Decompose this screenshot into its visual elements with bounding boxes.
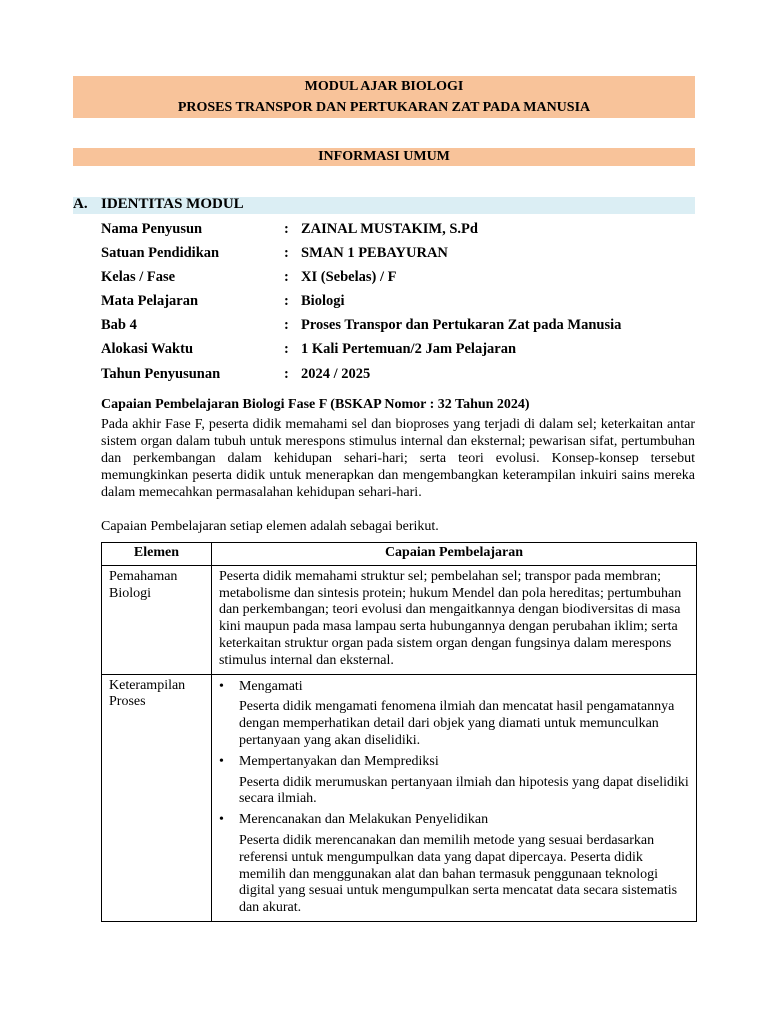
bullet-icon: • xyxy=(218,812,224,828)
identitas-key: Mata Pelajaran xyxy=(101,293,199,309)
elemen-cell: Keterampilan Proses xyxy=(102,674,212,921)
capaian-heading: Capaian Pembelajaran Biologi Fase F (BSKAP Nomor : 32 Tahun 2024) xyxy=(101,397,530,412)
identitas-key: Kelas / Fase xyxy=(101,269,176,285)
list-item-title: Mempertanyakan dan Memprediksi xyxy=(238,753,439,769)
list-item-title: Merencanakan dan Melakukan Penyelidikan xyxy=(238,812,489,828)
identitas-colon: : xyxy=(284,317,289,333)
identitas-value: ZAINAL MUSTAKIM, S.Pd xyxy=(301,221,478,237)
identitas-value: Biologi xyxy=(301,293,345,309)
identitas-row xyxy=(101,293,701,315)
identitas-row xyxy=(101,317,701,339)
capaian-table xyxy=(101,542,697,922)
table-header-elemen: Elemen xyxy=(102,543,212,566)
bullet-icon: • xyxy=(218,753,224,769)
identitas-value: XI (Sebelas) / F xyxy=(301,269,397,285)
identitas-key: Satuan Pendidikan xyxy=(101,245,220,261)
identitas-key: Nama Penyusun xyxy=(101,221,203,237)
table-row xyxy=(102,565,697,674)
list-item xyxy=(219,754,690,771)
identitas-heading: IDENTITAS MODUL xyxy=(101,196,244,212)
identitas-row xyxy=(101,269,701,291)
section-title: INFORMASI UMUM xyxy=(318,149,450,164)
identitas-colon: : xyxy=(284,341,289,357)
identitas-value: Proses Transpor dan Pertukaran Zat pada Manusia xyxy=(301,317,622,333)
list-item xyxy=(219,812,690,829)
capaian-cell xyxy=(211,674,696,921)
identitas-row xyxy=(101,245,701,267)
capaian-paragraph: Pada akhir Fase F, peserta didik memahami sel dan bioproses yang terjadi di dalam sel; keterkaitan antar sistem organ dalam tubuh untuk merespons stimulus internal dan eksternal; pewarisan sifat, pertumbuhan dan perkembangan dalam kehidupan sehari-hari; serta teori evolusi. Konsep-konsep tersebut memungkinkan peserta didik untuk menerapkan dan mengembangkan keterampilan inkuiri sains mereka dalam memecahkan permasalahan kehidupan sehari-hari. xyxy=(101,417,695,500)
table-header-row xyxy=(102,543,697,566)
identitas-key: Tahun Penyusunan xyxy=(101,366,221,382)
list-item-desc: Peserta didik merencanakan dan memilih metode yang sesuai berdasarkan referensi untuk mengumpulkan data yang dapat dipercaya. Peserta didik memilih dan menggunakan alat dan bahan termasuk penggunaan teknologi digital yang sesuai untuk mengumpulkan serta mencatat data secara sistematis dan akurat. xyxy=(238,832,678,916)
module-title: MODUL AJAR BIOLOGI xyxy=(304,79,464,94)
identitas-key: Alokasi Waktu xyxy=(101,341,194,357)
list-item-desc: Peserta didik mengamati fenomena ilmiah dan mencatat hasil pengamatannya dengan memperhatikan detail dari objek yang diamati untuk memunculkan pertanyaan yang akan diselidiki. xyxy=(238,699,675,748)
identitas-colon: : xyxy=(284,269,289,285)
identitas-colon: : xyxy=(284,221,289,237)
module-subtitle: PROSES TRANSPOR DAN PERTUKARAN ZAT PADA MANUSIA xyxy=(177,100,591,115)
list-item-title: Mengamati xyxy=(238,678,303,694)
identitas-key: Bab 4 xyxy=(101,317,137,333)
list-item-desc: Peserta didik merumuskan pertanyaan ilmiah dan hipotesis yang dapat diselidiki secara ilmiah. xyxy=(238,774,689,807)
section-band xyxy=(73,148,695,166)
identitas-value: 2024 / 2025 xyxy=(301,366,371,382)
identitas-letter: A. xyxy=(73,196,88,212)
capaian-cell: Peserta didik memahami struktur sel; pembelahan sel; transpor pada membran; metabolisme dan sintesis protein; hukum Mendel dan pola hereditas; pertumbuhan dan perkembangan; teori evolusi dan mengaitkannya dengan biodiversitas di masa kini maupun pada masa lampau serta hubungannya dengan perubahan iklim; serta keterkaitan struktur organ pada sistem organ dengan fungsinya dalam merespons stimulus internal dan eksternal. xyxy=(211,565,696,674)
title-band xyxy=(73,76,695,118)
identitas-row xyxy=(101,221,701,243)
table-header-capaian: Capaian Pembelajaran xyxy=(211,543,696,566)
bullet-icon: • xyxy=(218,678,224,694)
identitas-value: SMAN 1 PEBAYURAN xyxy=(301,245,448,261)
identitas-colon: : xyxy=(284,366,289,382)
list-item xyxy=(219,679,690,696)
identitas-row xyxy=(101,366,701,388)
table-row xyxy=(102,674,697,921)
identitas-value: 1 Kali Pertemuan/2 Jam Pelajaran xyxy=(301,341,517,357)
identitas-colon: : xyxy=(284,245,289,261)
identitas-colon: : xyxy=(284,293,289,309)
elemen-cell: Pemahaman Biologi xyxy=(102,565,212,674)
capaian-intro: Capaian Pembelajaran setiap elemen adalah sebagai berikut. xyxy=(101,519,439,534)
identitas-row xyxy=(101,341,701,363)
